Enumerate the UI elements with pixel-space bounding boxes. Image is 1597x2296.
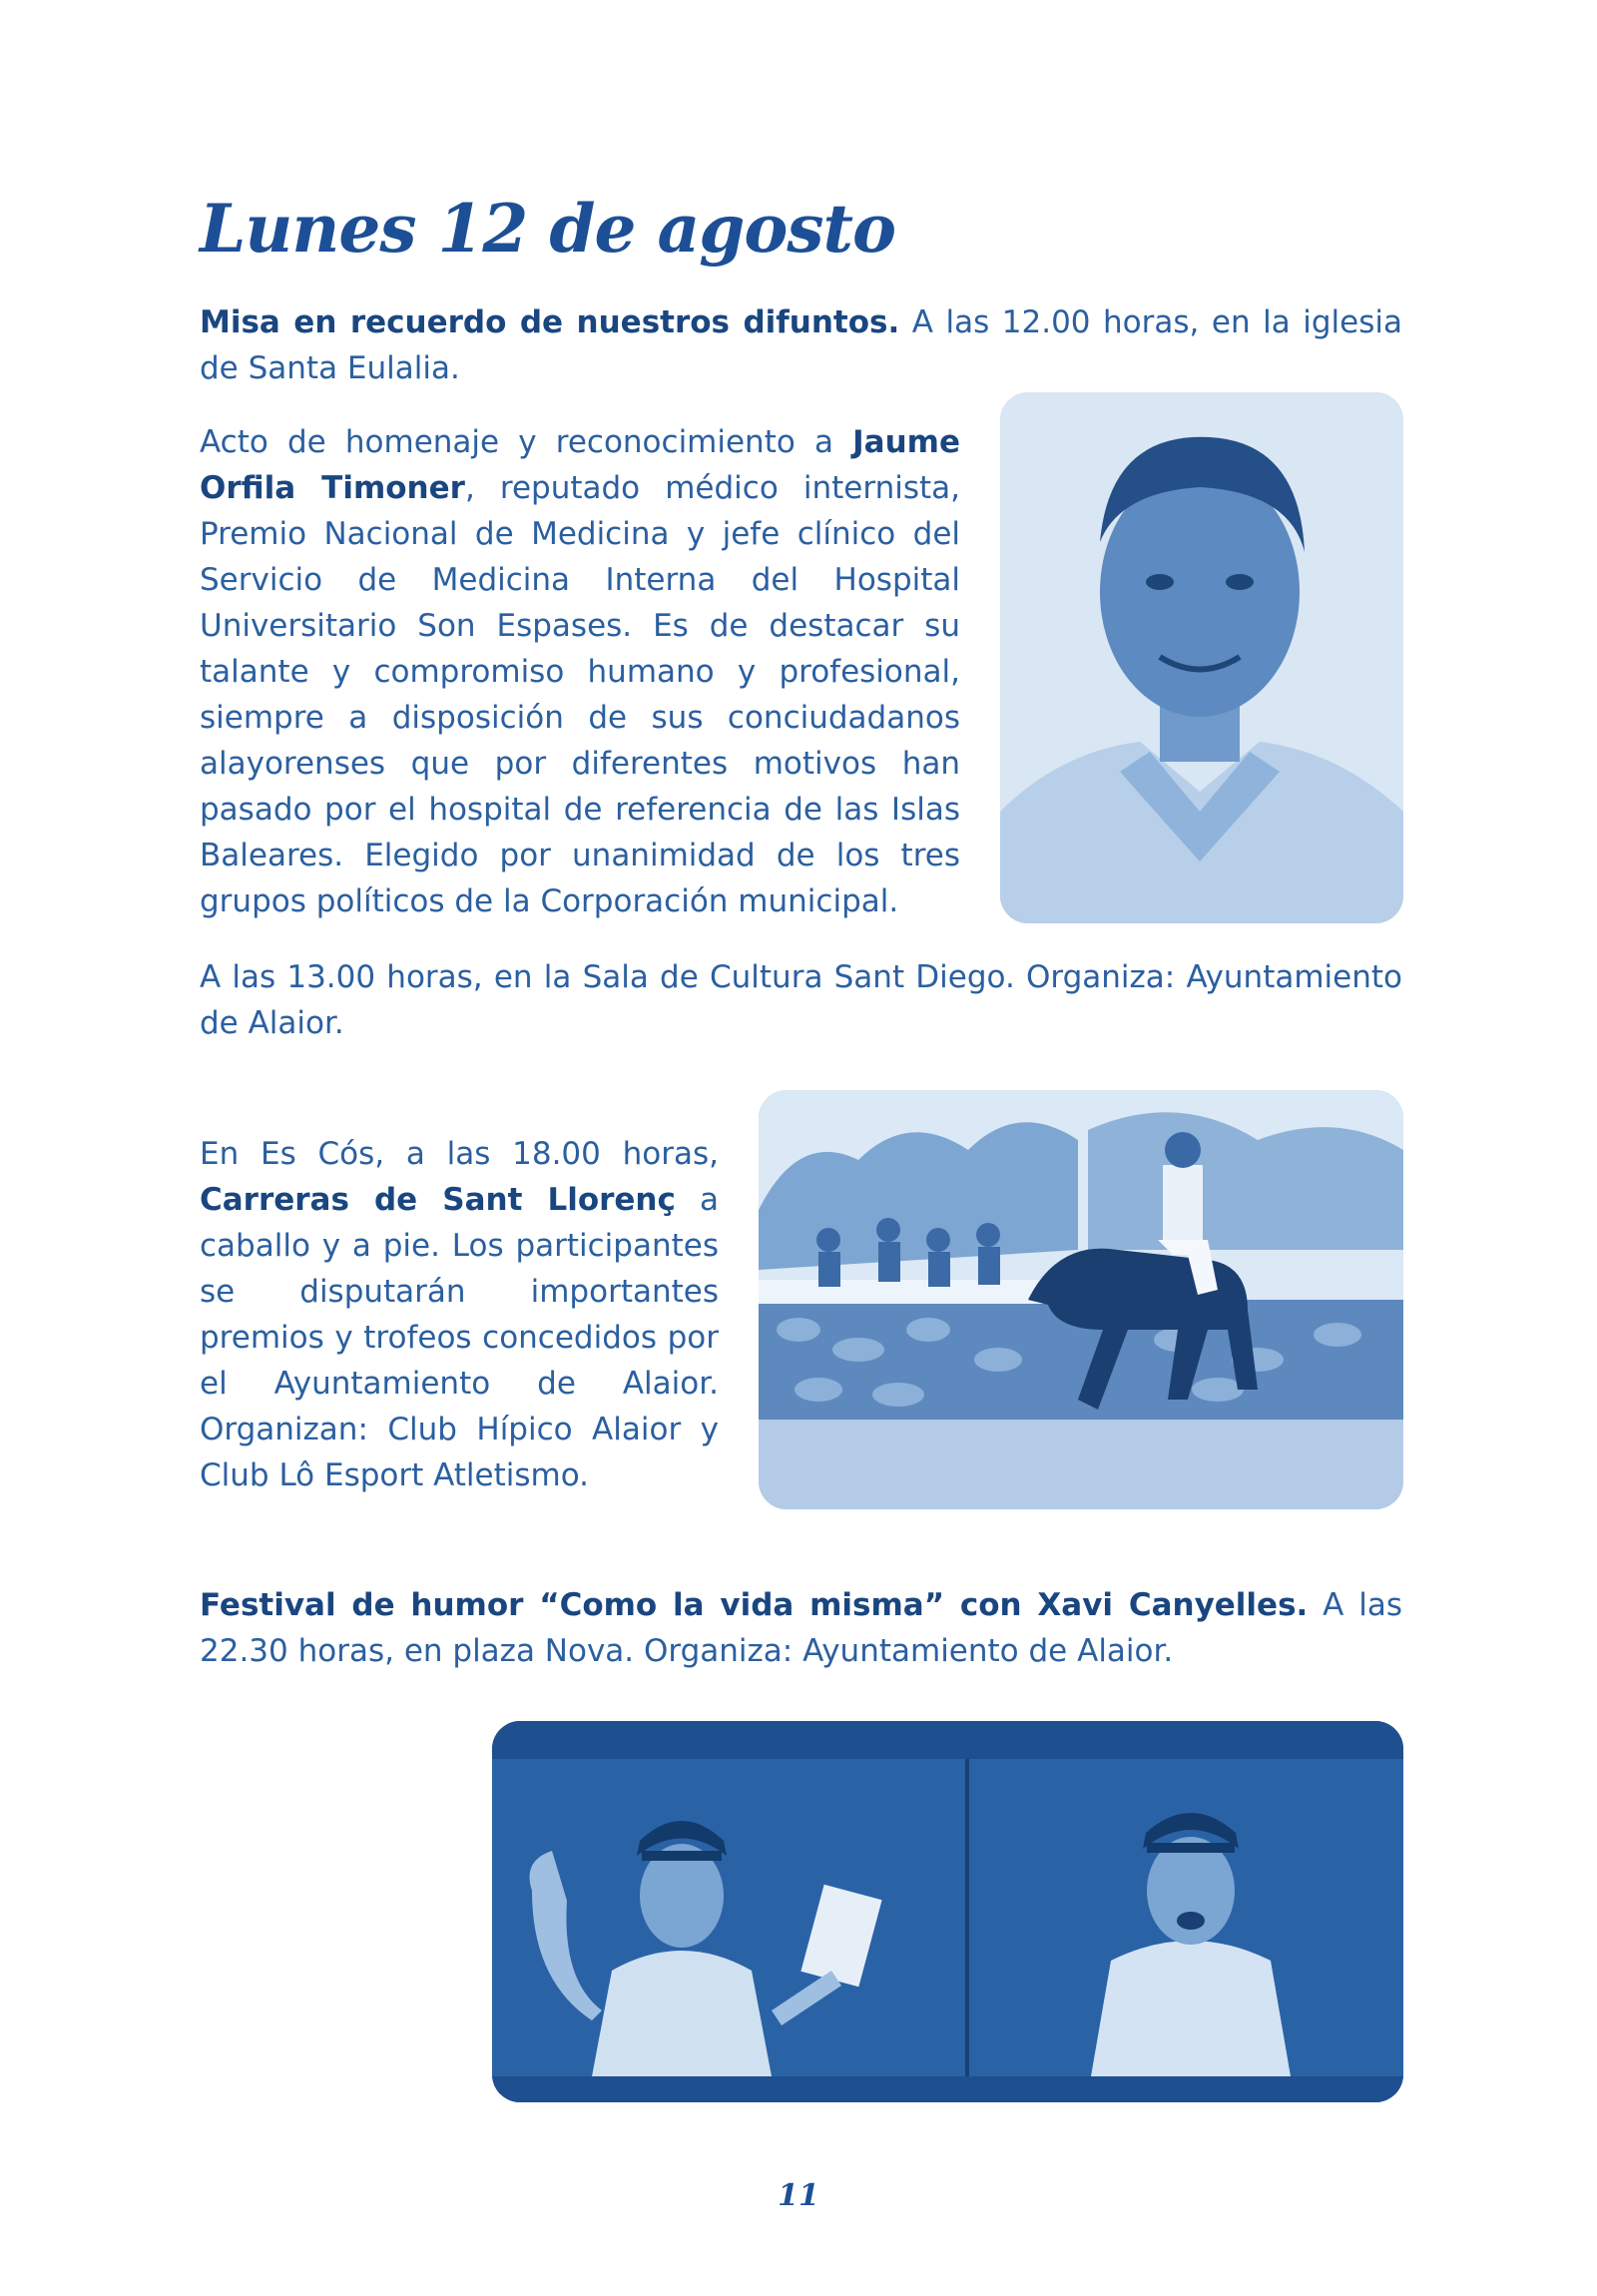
page-number: 11 (778, 2178, 819, 2213)
carreras-intro: En Es Cós, a las 18.00 horas, (200, 1136, 719, 1172)
festival-details: A las 22.30 horas, en plaza Nova. Organiza: Ayuntamiento de Alaior. (200, 1587, 1402, 1669)
homenaje-details: , reputado médico internista, Premio Nacional de Medicina y jefe clínico del Servicio de Medicina Interna del Hospital Universitario Son Espases. Es de destacar su talante y compromiso humano y profesional, siempre a disposición de sus conciudadanos alayorenses que por diferentes motivos han pasado por el hospital de referencia de las Islas Baleares. Elegido por unanimidad de los tres grupos políticos de la Corporación municipal. (200, 470, 960, 919)
misa-paragraph (200, 299, 1402, 391)
misa-heading: Misa en recuerdo de nuestros difuntos. (200, 304, 900, 340)
portrait-photo (1000, 392, 1403, 923)
homenaje-place-paragraph: A las 13.00 horas, en la Sala de Cultura Sant Diego. Organiza: Ayuntamiento de Alaior. (200, 959, 1402, 1041)
homenaje-paragraph (200, 419, 960, 924)
carreras-heading: Carreras de Sant Llorenç (200, 1182, 676, 1218)
festival-paragraph (200, 1582, 1402, 1674)
carreras-paragraph (200, 1131, 719, 1498)
homenaje-intro: Acto de homenaje y reconocimiento a (200, 424, 853, 460)
horse-race-photo (759, 1090, 1403, 1509)
misa-details: A las 12.00 horas, en la iglesia de Santa Eulalia. (200, 304, 1402, 386)
honoree-name: Jaume Orfila Timoner (200, 424, 960, 506)
comedian-photos (492, 1721, 1403, 2102)
festival-heading: Festival de humor “Como la vida misma” con Xavi Canyelles. (200, 1587, 1309, 1623)
page-title: Lunes 12 de agosto (200, 190, 896, 268)
carreras-details: a caballo y a pie. Los participantes se disputarán importantes premios y trofeos concedidos por el Ayuntamiento de Alaior. Organizan: Club Hípico Alaior y Club Lô Esport Atletismo. (200, 1182, 720, 1493)
